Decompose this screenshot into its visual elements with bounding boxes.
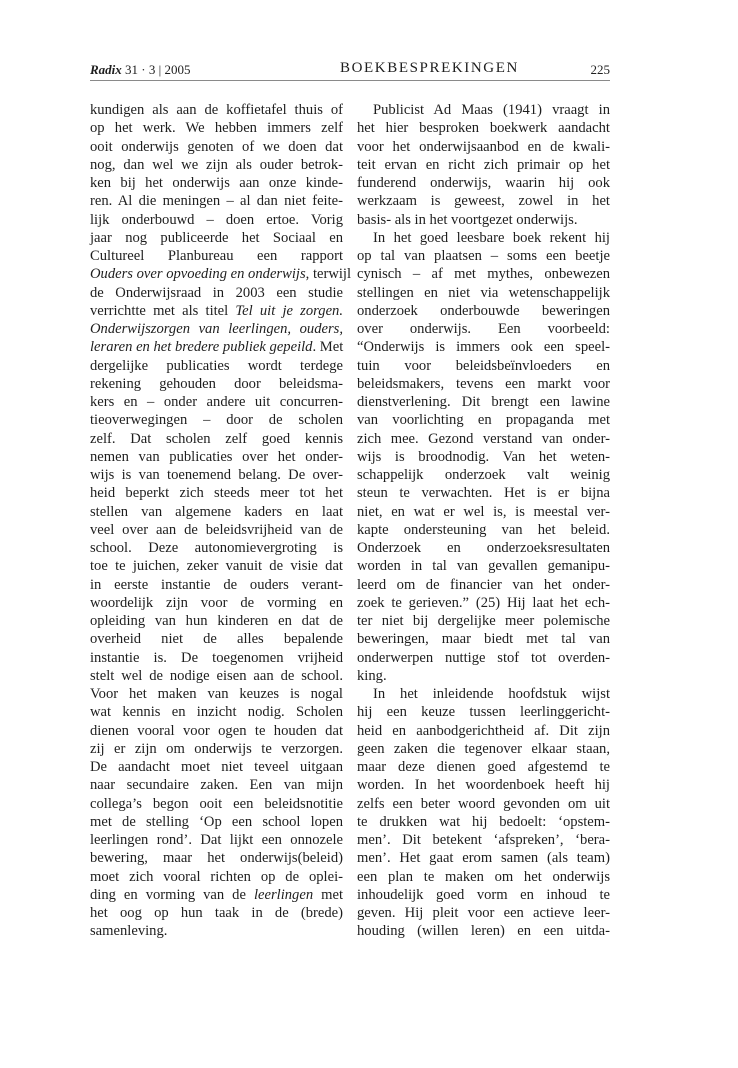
text-line — [357, 375, 610, 393]
line-text: ding en vorming van de — [90, 886, 254, 903]
italic-title-text: Onderwijszorgen van leerlingen, ouders, — [90, 321, 343, 337]
line-text: wijs is van toenemend belang. De over- — [90, 467, 343, 483]
line-text: kundigen als aan de koffietafel thuis of — [90, 102, 343, 118]
text-line — [90, 922, 343, 940]
text-line — [357, 813, 610, 831]
text-line — [90, 539, 343, 557]
text-column-left — [90, 101, 352, 941]
text-line — [90, 138, 343, 156]
line-text: veel over aan de beleidsvrijheid van de — [90, 521, 343, 538]
text-line — [357, 174, 610, 192]
text-line — [357, 411, 610, 429]
line-text: jaar nog publiceerde het Sociaal en — [90, 229, 343, 246]
text-line — [90, 247, 343, 265]
text-line — [90, 667, 343, 685]
text-line — [357, 284, 610, 302]
text-line — [90, 302, 343, 320]
line-text: funderend onderwijs, waarin hij ook — [357, 175, 610, 191]
text-line — [90, 448, 343, 466]
journal-reference — [90, 62, 190, 78]
text-line — [357, 594, 610, 612]
text-line — [357, 448, 610, 466]
line-text: In het goed leesbare boek rekent hij — [373, 229, 610, 246]
line-text: toe te juichen, zeker vanuit de visie dat — [90, 558, 343, 575]
text-line — [357, 868, 610, 886]
line-text: cynisch – af met mythes, onbewezen — [357, 266, 610, 283]
text-line — [357, 904, 610, 922]
text-line — [357, 229, 610, 247]
text-line — [90, 831, 343, 849]
line-text: onderwerpen nuttige stof tot overden- — [357, 649, 610, 666]
text-line — [90, 649, 343, 667]
line-text: stellen van algemene kaders en laat — [90, 503, 343, 520]
text-line — [357, 156, 610, 174]
line-text: tuin voor beleidsbeïnvloeders en — [357, 357, 610, 374]
text-line — [90, 265, 352, 283]
text-line — [90, 320, 343, 338]
text-line — [357, 484, 610, 502]
line-text: kers en – onder andere uit concurren- — [90, 394, 343, 410]
text-line — [90, 393, 343, 411]
text-line — [90, 229, 343, 247]
text-line — [90, 849, 343, 867]
italic-title-text: leerlingen — [253, 886, 314, 903]
line-text: leerd om de financier van het onder- — [357, 576, 610, 593]
text-line — [90, 557, 343, 575]
line-text: dienstverlening. Dit brengt een lawine — [357, 394, 610, 410]
text-line — [357, 612, 610, 630]
text-line — [357, 740, 610, 758]
text-line — [357, 466, 610, 484]
running-header — [90, 60, 610, 81]
line-text: voor het onderwijsaanbod en de kwali- — [357, 138, 610, 155]
line-text: overheid niet de alles bepalende — [90, 631, 343, 648]
line-text: heid beperkt zich steeds meer tot het — [90, 485, 343, 502]
text-line — [90, 740, 343, 758]
line-text: ken bij het onderwijs aan onze kinde- — [90, 175, 343, 191]
text-line — [357, 539, 610, 557]
line-text: over onderwijs. Een voorbeeld: — [357, 321, 610, 337]
text-line — [357, 393, 610, 411]
line-text: een plan te maken om het onderwijs — [357, 868, 610, 885]
line-text: kapte ondersteuning van het beleid. — [357, 521, 610, 538]
line-text: de Onderwijsraad in 2003 een studie — [90, 284, 343, 301]
line-text: moet zich vooral richten op de oplei- — [90, 868, 343, 885]
text-line — [357, 302, 610, 320]
text-line — [90, 430, 343, 448]
line-text: dienen vooral voor ogen te houden dat — [90, 722, 343, 739]
line-text: tieoverwegingen – door de scholen — [90, 412, 343, 429]
text-line — [357, 430, 610, 448]
line-text: leerlingen rond’. Dat lijkt een onnozele — [90, 832, 343, 848]
line-text: Cultureel Planbureau een rapport — [90, 248, 343, 264]
text-line — [90, 174, 343, 192]
line-text: beweringen, maar biedt met tal van — [357, 631, 610, 648]
text-line — [90, 411, 343, 429]
line-text: het hier besproken boekwerk aandacht — [357, 120, 610, 137]
line-text: zelfs een beter woord gevonden om uit — [357, 795, 610, 812]
line-text: men’. Dit betekent ‘afspreken’, ‘bera- — [357, 832, 610, 848]
line-text: , terwijl — [305, 266, 352, 283]
text-line — [357, 776, 610, 794]
text-line — [90, 357, 343, 375]
text-line — [90, 630, 343, 648]
text-line — [357, 703, 610, 721]
line-text: In het inleidende hoofdstuk wijst — [373, 686, 610, 702]
line-text: stellingen en niet via wetenschappelijk — [357, 284, 610, 301]
text-line — [357, 503, 610, 521]
line-text: hij een keuze tussen leerlinggericht- — [357, 704, 610, 721]
line-text: . Met — [312, 339, 344, 356]
line-text: werkzaam is geweest, zowel in het — [357, 193, 610, 210]
line-text: met de stelling ‘Op een school lopen — [90, 813, 343, 830]
line-text: heid en aanbodgerichtheid af. Dit zijn — [357, 722, 610, 739]
text-line — [357, 247, 610, 265]
line-text: op tal van plaatsen – soms een beetje — [357, 248, 610, 264]
line-text: zij er zijn om onderwijs te verzorgen. — [90, 740, 343, 757]
line-text: opleiding van hun kinderen en dat de — [90, 613, 343, 629]
line-text: bewering, maar het onderwijs(beleid) — [90, 850, 343, 867]
text-line — [357, 265, 610, 283]
line-text: niet, en wat er wel is, is meestal ver- — [357, 503, 610, 520]
text-column-right — [357, 101, 610, 941]
text-line — [357, 101, 610, 119]
line-text: lijk onderbouwd – doen ertoe. Vorig — [90, 211, 343, 228]
section-title: BOEKBESPREKINGEN — [340, 60, 519, 76]
text-line — [90, 192, 343, 210]
line-text: van voorlichting en propaganda met — [357, 412, 610, 429]
line-text: nemen van publicaties over het onder- — [90, 448, 343, 465]
line-text: ren. Al die meningen – al dan niet feite- — [90, 193, 343, 210]
line-text: in eerste instantie de ouders verant- — [90, 576, 343, 593]
line-text: houding (willen leren) en een uitda- — [357, 923, 610, 940]
line-text: worden. In het woordenboek heeft hij — [357, 777, 610, 794]
line-text: het oog op hun taak in de (brede) — [90, 905, 343, 921]
text-line — [357, 795, 610, 813]
line-text: zoek te gerieven.” (25) Hij laat het ech- — [357, 594, 610, 611]
line-text: collega’s begon ooit een beleidsnotitie — [90, 795, 343, 812]
line-text: king. — [357, 667, 387, 684]
line-text: rekening gehouden door beleidsma- — [90, 375, 343, 392]
text-line — [90, 703, 343, 721]
text-line — [357, 138, 610, 156]
text-line — [90, 521, 343, 539]
text-line — [90, 722, 343, 740]
text-line — [357, 211, 610, 229]
text-line — [357, 557, 610, 575]
text-line — [90, 758, 343, 776]
issue-info: 31 · 3 | 2005 — [125, 62, 191, 77]
line-text: wijs is broodnodig. Van het weten- — [357, 448, 610, 465]
text-line — [90, 576, 343, 594]
line-text: nog, dan wel we zijn als ouder betrok- — [90, 156, 343, 173]
text-line — [90, 503, 343, 521]
line-text: Publicist Ad Maas (1941) vraagt in — [373, 102, 610, 118]
line-text: te drukken wat hij bedoelt: ‘opstem- — [357, 813, 610, 830]
text-line — [357, 320, 610, 338]
line-text: Voor het maken van keuzes is nogal — [90, 686, 343, 702]
text-line — [90, 776, 343, 794]
line-text: Onderzoek en onderzoeksresultaten — [357, 540, 610, 556]
text-line — [357, 922, 610, 940]
text-line — [357, 667, 610, 685]
text-line — [90, 466, 343, 484]
line-text: men’. Het gaat erom samen (als team) — [357, 850, 610, 867]
text-line — [90, 886, 343, 904]
line-text: op het werk. We hebben immers zelf — [90, 120, 343, 137]
text-line — [357, 758, 610, 776]
text-line — [90, 795, 343, 813]
line-text: inhoudelijk goed vorm en inhoud te — [357, 886, 610, 903]
text-line — [357, 722, 610, 740]
line-text: naar secundaire zaken. Een van mijn — [90, 777, 343, 794]
line-text: stelt wel de nodige eisen aan de school. — [90, 667, 343, 684]
line-text: instantie is. De toegenomen vrijheid — [90, 649, 343, 666]
line-text: zelf. Dat scholen zelf goed kennis — [90, 430, 343, 447]
line-text: beleidsmakers, tevens een markt voor — [357, 375, 610, 392]
text-line — [90, 284, 343, 302]
text-line — [357, 886, 610, 904]
text-line — [90, 211, 343, 229]
text-line — [90, 119, 343, 137]
line-text: De aandacht moet niet teveel uitgaan — [90, 759, 343, 775]
journal-name: Radix — [90, 62, 122, 77]
text-line — [90, 685, 343, 703]
line-text: dergelijke publicaties wordt terdege — [90, 357, 343, 374]
text-line — [357, 192, 610, 210]
text-line — [357, 576, 610, 594]
line-text: zich mee. Gezond verstand van onder- — [357, 430, 610, 447]
line-text: “Onderwijs is immers ook een speel- — [357, 339, 610, 356]
line-text: samenleving. — [90, 923, 168, 940]
line-text: geen zaken die tegenover elkaar staan, — [357, 740, 610, 757]
line-text: woordelijk zijn voor de vorming en — [90, 594, 343, 611]
text-line — [357, 357, 610, 375]
line-text: met — [313, 886, 343, 903]
line-text: onderzoek onderbouwde beweringen — [357, 302, 610, 319]
text-line — [90, 375, 343, 393]
line-text: ter niet bij dergelijke meer polemische — [357, 613, 610, 629]
italic-title-text: Ouders over opvoeding en onderwijs — [90, 266, 306, 283]
line-text: geven. Hij pleit voor een actieve leer- — [357, 905, 610, 921]
text-line — [90, 484, 343, 502]
line-text: teit ervan en richt zich primair op het — [357, 156, 610, 173]
text-line — [357, 649, 610, 667]
text-line — [90, 156, 343, 174]
text-line — [357, 849, 610, 867]
text-line — [357, 630, 610, 648]
text-line — [357, 521, 610, 539]
line-text: ooit onderwijs genoten of we doen dat — [90, 138, 343, 155]
text-line — [357, 685, 610, 703]
line-text: verrichtte met als titel — [90, 302, 236, 319]
text-line — [90, 813, 343, 831]
line-text: schappelijk onderzoek valt weinig — [357, 467, 610, 483]
italic-title-text: leraren en het bredere publiek gepeild — [90, 339, 313, 356]
italic-title-text: Tel uit je zorgen. — [235, 302, 344, 319]
text-line — [90, 101, 343, 119]
line-text: maar deze dienen goed afgestemd te — [357, 759, 610, 775]
text-line — [357, 119, 610, 137]
line-text: wat kennis en inzicht nodig. Scholen — [90, 704, 343, 721]
text-line — [90, 338, 343, 356]
text-line — [90, 612, 343, 630]
text-line — [90, 868, 343, 886]
page-number: 225 — [590, 62, 610, 77]
text-line — [357, 831, 610, 849]
line-text: basis- als in het voortgezet onderwijs. — [357, 211, 578, 228]
line-text: worden in tal van gevallen gemanipu- — [357, 558, 610, 575]
line-text: steun te verwachten. Het is er bijna — [357, 485, 610, 502]
text-line — [90, 904, 343, 922]
text-line — [90, 594, 343, 612]
text-line — [357, 338, 610, 356]
line-text: school. Deze autonomievergroting is — [90, 540, 343, 556]
